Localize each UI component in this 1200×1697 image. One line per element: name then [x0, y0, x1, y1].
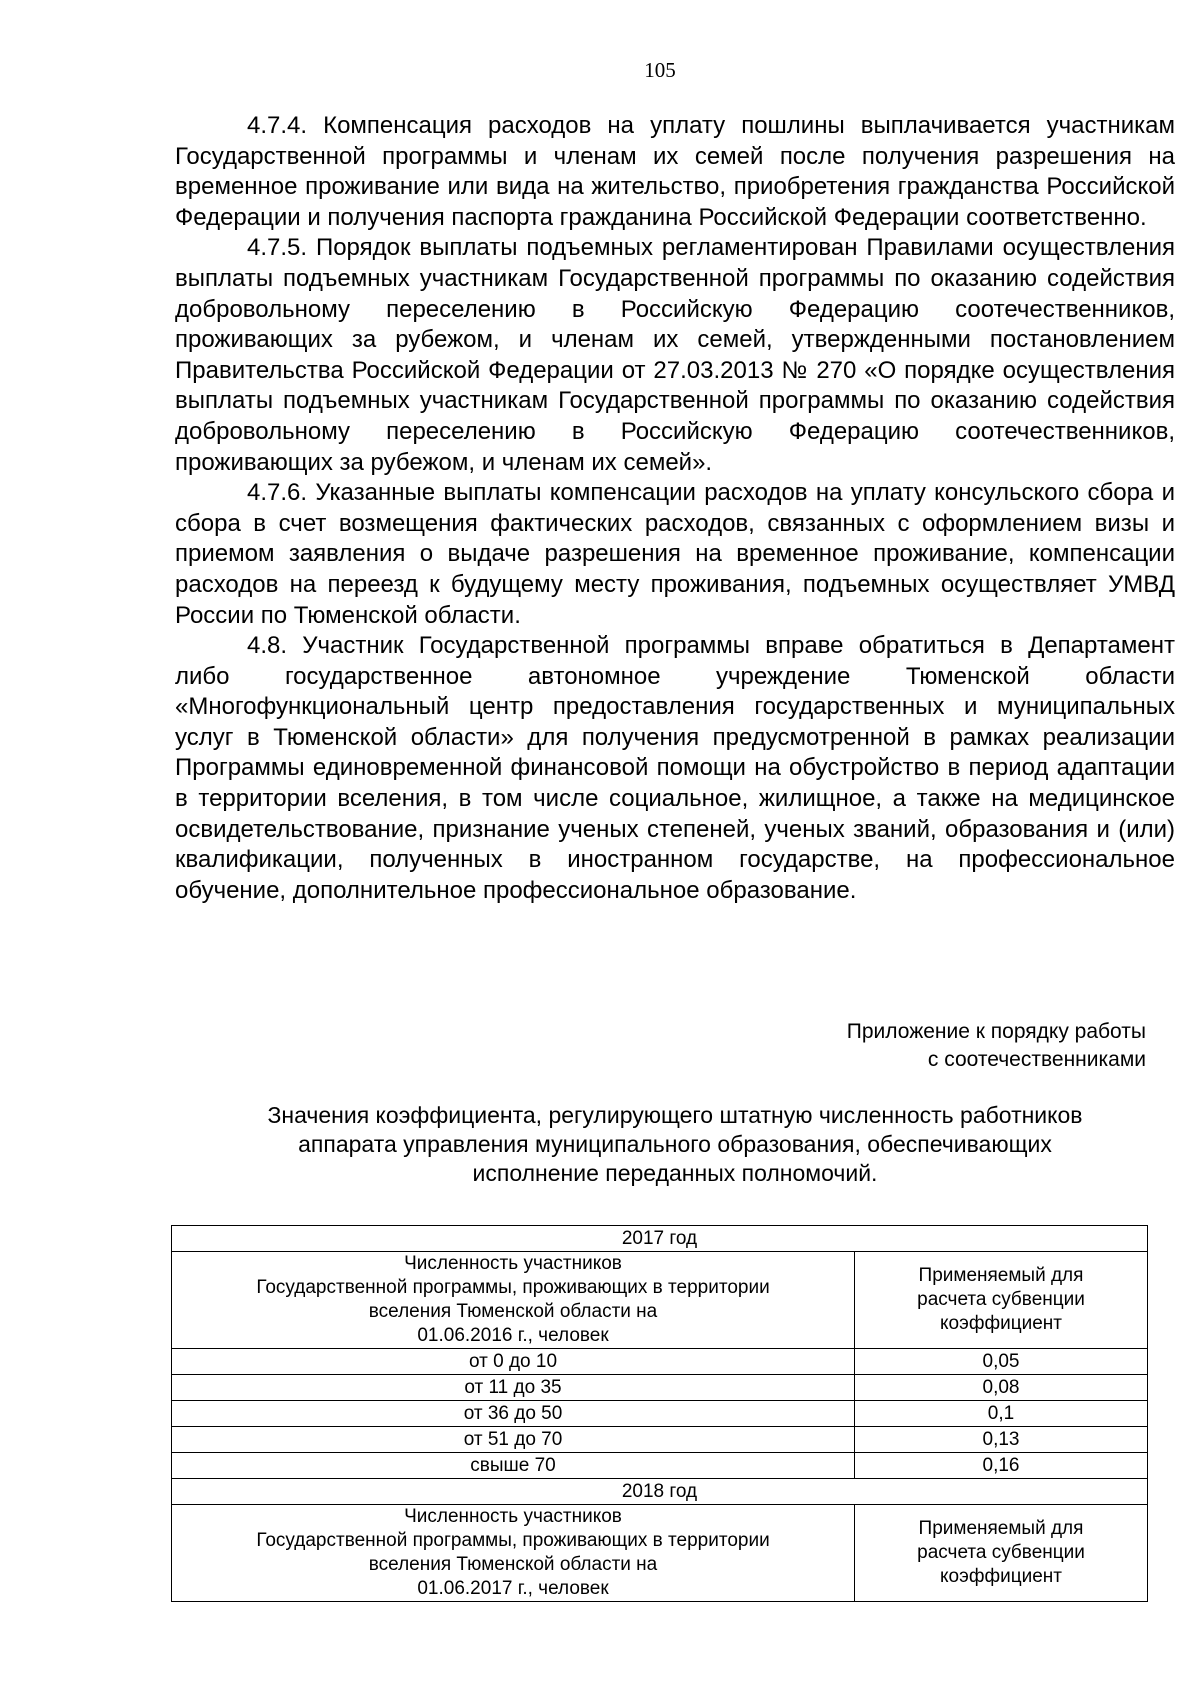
- coefficient-header-cell: [855, 1505, 1148, 1602]
- header-line: расчета субвенции: [917, 1289, 1085, 1310]
- year-row-2017: [172, 1226, 1148, 1252]
- header-line: вселения Тюменской области на: [368, 1554, 658, 1575]
- coef-cell: 0,13: [855, 1427, 1148, 1453]
- header-line: 01.06.2016 г., человек: [417, 1325, 609, 1346]
- coef-cell: 0,05: [855, 1349, 1148, 1375]
- table-title-line: аппарата управления муниципального образования, обеспечивающих: [298, 1131, 1052, 1157]
- range-cell: от 51 до 70: [172, 1427, 855, 1453]
- range-cell: от 11 до 35: [172, 1375, 855, 1401]
- range-cell: от 0 до 10: [172, 1349, 855, 1375]
- appendix-note-line: Приложение к порядку работы: [846, 1020, 1146, 1043]
- header-row-2017: [172, 1252, 1148, 1349]
- table-title: [175, 1101, 1175, 1188]
- coefficient-header-cell: [855, 1252, 1148, 1349]
- paragraph-4-7-5: 4.7.5. Порядок выплаты подъемных регламентирован Правилами осуществления выплаты подъемных участникам Государственной программы по оказанию содействия добровольному переселению в Российскую Федерацию соотечественников, проживающих за рубежом, и членам их семей, утвержденными постановлением Правительства Российской Федерации от 27.03.2013 № 270 «О порядке осуществления выплаты подъемных участникам Государственной программы по оказанию содействия добровольному переселению в Российскую Федерацию соотечественников, проживающих за рубежом, и членам их семей».: [175, 234, 1175, 476]
- participants-header-cell: [172, 1505, 855, 1602]
- appendix-note-line: с соотечественниками: [927, 1048, 1146, 1071]
- paragraph-4-7-6: 4.7.6. Указанные выплаты компенсации расходов на уплату консульского сбора и сбора в счет возмещения фактических расходов, связанных с оформлением визы и приемом заявления о выдаче разрешения на временное проживание, компенсации расходов на переезд к будущему месту проживания, подъемных осуществляет УМВД России по Тюменской области.: [175, 479, 1175, 629]
- participants-header-cell: [172, 1252, 855, 1349]
- header-line: Государственной программы, проживающих в территории: [256, 1530, 770, 1551]
- table-title-line: Значения коэффициента, регулирующего штатную численность работников: [267, 1102, 1083, 1128]
- header-line: Численность участников: [404, 1506, 622, 1527]
- coef-cell: 0,08: [855, 1375, 1148, 1401]
- paragraph-4-7-4: 4.7.4. Компенсация расходов на уплату пошлины выплачивается участникам Государственной программы и членам их семей после получения разрешения на временное проживание или вида на жительство, приобретения гражданства Российской Федерации и получения паспорта гражданина Российской Федерации соответственно.: [175, 112, 1175, 231]
- appendix-note: [847, 1018, 1146, 1074]
- table-row: [172, 1453, 1148, 1479]
- coefficient-table: [171, 1225, 1148, 1602]
- table-row: [172, 1427, 1148, 1453]
- coef-cell: 0,16: [855, 1453, 1148, 1479]
- year-row-2018: [172, 1479, 1148, 1505]
- table-row: [172, 1349, 1148, 1375]
- header-line: Применяемый для: [918, 1518, 1084, 1539]
- paragraph-4-8: 4.8. Участник Государственной программы вправе обратиться в Департамент либо государственное автономное учреждение Тюменской области «Многофункциональный центр предоставления государственных и муниципальных услуг в Тюменской области» для получения предусмотренной в рамках реализации Программы единовременной финансовой помощи на обустройство в период адаптации в территории вселения, в том числе социальное, жилищное, а также на медицинское освидетельствование, признание ученых степеней, ученых званий, образования и (или) квалификации, полученных в иностранном государстве, на профессиональное обучение, дополнительное профессиональное образование.: [175, 632, 1175, 904]
- header-line: Применяемый для: [918, 1265, 1084, 1286]
- header-line: 01.06.2017 г., человек: [417, 1578, 609, 1599]
- header-line: расчета субвенции: [917, 1542, 1085, 1563]
- page-number: 105: [644, 58, 676, 82]
- header-row-2018: [172, 1505, 1148, 1602]
- header-line: Государственной программы, проживающих в территории: [256, 1277, 770, 1298]
- header-line: Численность участников: [404, 1253, 622, 1274]
- table-row: [172, 1375, 1148, 1401]
- coef-cell: 0,1: [855, 1401, 1148, 1427]
- table-title-line: исполнение переданных полномочий.: [472, 1160, 878, 1186]
- table-row: [172, 1401, 1148, 1427]
- range-cell: свыше 70: [172, 1453, 855, 1479]
- range-cell: от 36 до 50: [172, 1401, 855, 1427]
- year-cell: 2018 год: [172, 1479, 1148, 1505]
- year-cell: 2017 год: [172, 1226, 1148, 1252]
- body-text: [175, 111, 1175, 906]
- header-line: вселения Тюменской области на: [368, 1301, 658, 1322]
- header-line: коэффициент: [940, 1566, 1062, 1587]
- header-line: коэффициент: [940, 1313, 1062, 1334]
